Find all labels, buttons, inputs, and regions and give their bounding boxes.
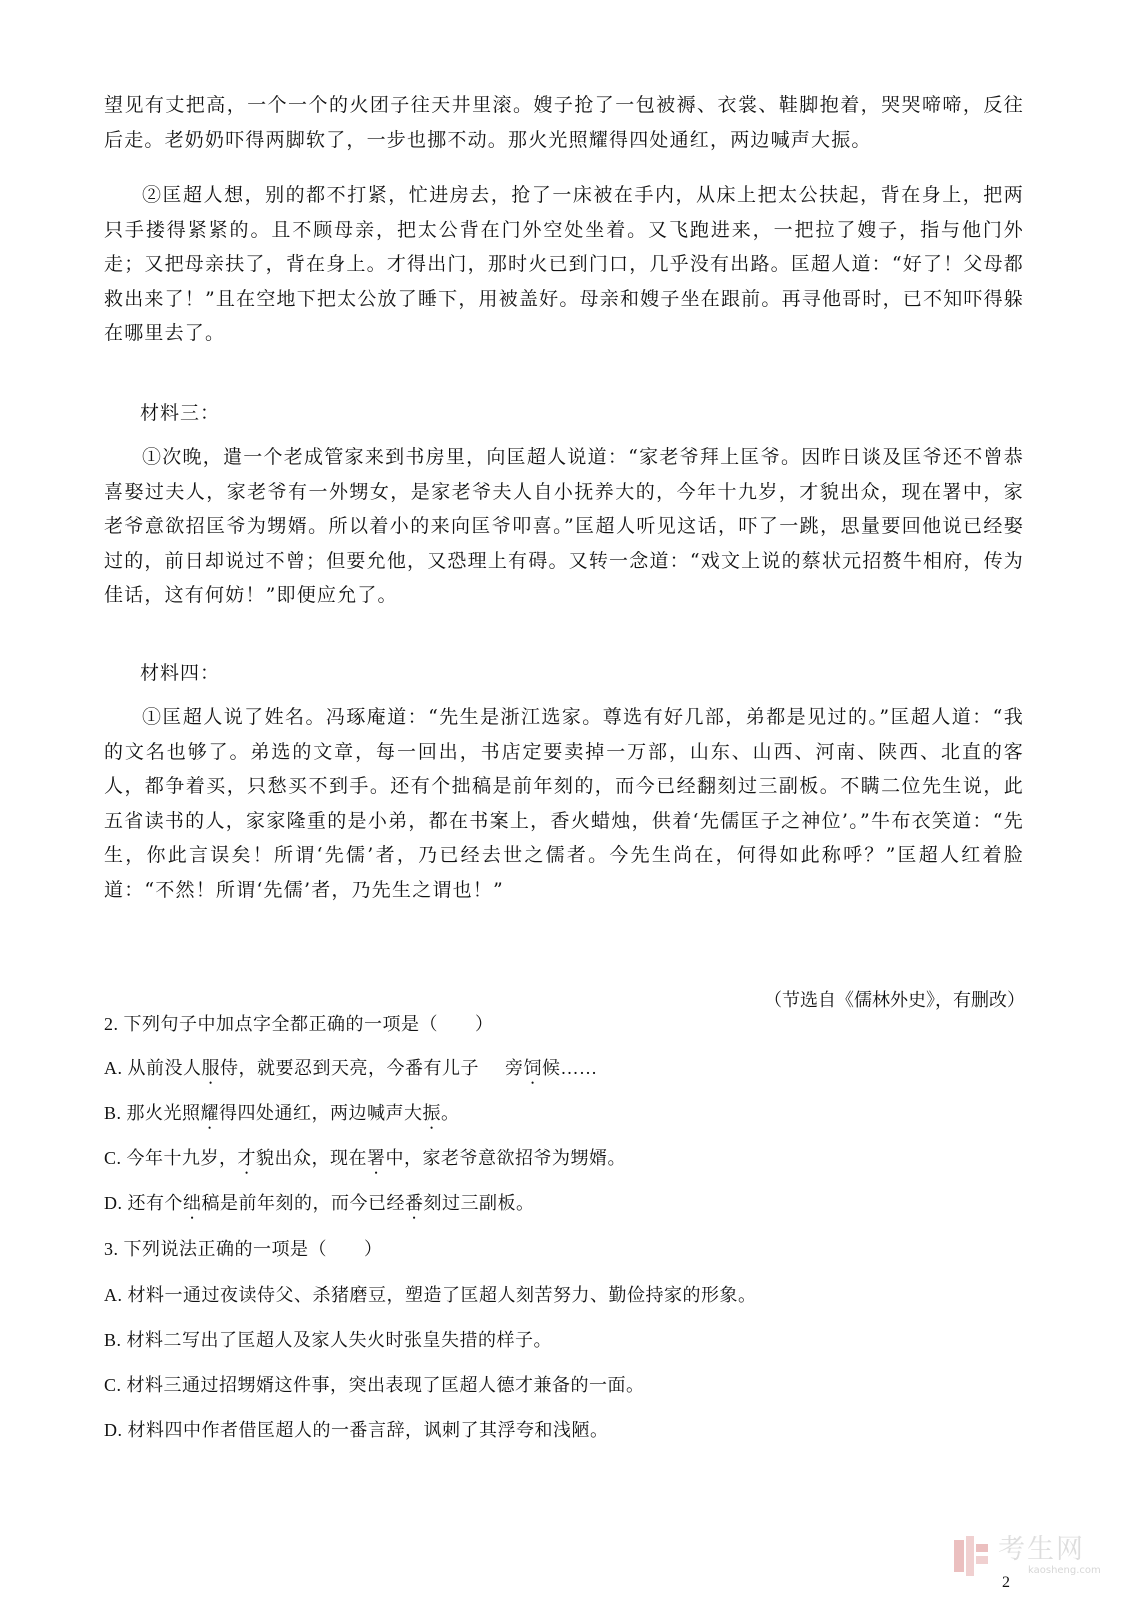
question-3-option-b: B. 材料二写出了匡超人及家人失火时张皇失措的样子。 (104, 1330, 553, 1350)
emphasis-char: 服 (201, 1058, 220, 1078)
emphasis-char: 饲 (523, 1058, 542, 1078)
question-3-option-c: C. 材料三通过招甥婿这件事，突出表现了匡超人德才兼备的一面。 (104, 1375, 645, 1395)
emphasis-char: 振 (422, 1103, 442, 1123)
question-2-option-a: A. 从前没人服侍，就要忍到天亮，今番有儿子 旁饲候…… (104, 1058, 598, 1078)
watermark (952, 1530, 1112, 1582)
watermark-text: 考生网 (998, 1534, 1085, 1565)
question-2-option-c: C. 今年十九岁，才貌出众，现在署中，家老爷意欲招爷为甥婿。 (104, 1148, 627, 1168)
watermark-logo-icon (952, 1534, 992, 1578)
passage-paragraph-2: ②匡超人想，别的都不打紧，忙进房去，抢了一床被在手内，从床上把太公扶起，背在身上，把两只手搂得紧紧的。且不顾母亲，把太公背在门外空处坐着。又飞跑进来，一把拉了嫂子，指与他门外走；又把母亲扶了，背在身上。才得出门，那时火已到门口，几乎没有出路。匡超人道：“好了！父母都救出来了！”且在空地下把太公放了睡下，用被盖好。母亲和嫂子坐在跟前。再寻他哥时，已不知吓得躲在哪里去了。 (104, 184, 1024, 344)
question-3-option-d: D. 材料四中作者借匡超人的一番言辞，讽刺了其浮夸和浅陋。 (104, 1420, 609, 1440)
passage-paragraph-3: ①次晚，遣一个老成管家来到书房里，向匡超人说道：“家老爷拜上匡爷。因昨日谈及匡爷还不曾恭喜娶过夫人，家老爷有一外甥女，是家老爷夫人自小抚养大的，今年十九岁，才貌出众，现在署中，家老爷意欲招匡爷为甥婿。所以着小的来向匡爷叩喜。”匡超人听见这话，吓了一跳，思量要回他说已经娶过的，前日却说过不曾；但要允他，又恐理上有碍。又转一念道：“戏文上说的蔡状元招赘牛相府，传为佳话，这有何妨！”即便应允了。 (104, 446, 1024, 606)
question-2-stem: 2. 下列句子中加点字全都正确的一项是（ ） (104, 1014, 494, 1034)
emphasis-char: 耀 (200, 1103, 220, 1123)
watermark-url: kaosheng.com (1028, 1565, 1101, 1576)
emphasis-char: 番 (405, 1193, 424, 1213)
emphasis-char: 绌 (183, 1193, 202, 1213)
passage-paragraph-4: ①匡超人说了姓名。冯琢庵道：“先生是浙江选家。尊选有好几部，弟都是见过的。”匡超人道：“我的文名也够了。弟选的文章，每一回出，书店定要卖掉一万部，山东、山西、河南、陕西、北直的客人，都争着买，只愁买不到手。还有个拙稿是前年刻的，而今已经翻刻过三副板。不瞒二位先生说，此五省读书的人，家家隆重的是小弟，都在书案上，香火蜡烛，供着‘先儒匡子之神位’。”牛布衣笑道：“先生，你此言误矣！所谓‘先儒’者，乃已经去世之儒者。今先生尚在，何得如此称呼？”匡超人红着脸道：“不然！所谓‘先儒’者，乃先生之谓也！” (104, 706, 1024, 901)
emphasis-char: 署 (367, 1148, 386, 1168)
passage-paragraph-1: 望见有丈把高，一个一个的火团子往天井里滚。嫂子抢了一包被褥、衣裳、鞋脚抱着，哭哭啼啼，反往后走。老奶奶吓得两脚软了，一步也挪不动。那火光照耀得四处通红，两边喊声大振。 (104, 94, 1024, 151)
emphasis-char: 才 (237, 1148, 257, 1168)
section-label-material-3: 材料三： (140, 402, 221, 424)
question-2-option-d: D. 还有个绌稿是前年刻的，而今已经番刻过三副板。 (104, 1193, 535, 1213)
section-label-material-4: 材料四： (140, 662, 221, 684)
page-number: 2 (1002, 1574, 1010, 1591)
question-3-stem: 3. 下列说法正确的一项是（ ） (104, 1239, 383, 1259)
source-citation: （节选自《儒林外史》，有删改） (764, 990, 1025, 1011)
question-3-option-a: A. 材料一通过夜读侍父、杀猪磨豆，塑造了匡超人刻苦努力、勤俭持家的形象。 (104, 1285, 757, 1305)
question-2-option-b: B. 那火光照耀得四处通红，两边喊声大振。 (104, 1103, 460, 1123)
